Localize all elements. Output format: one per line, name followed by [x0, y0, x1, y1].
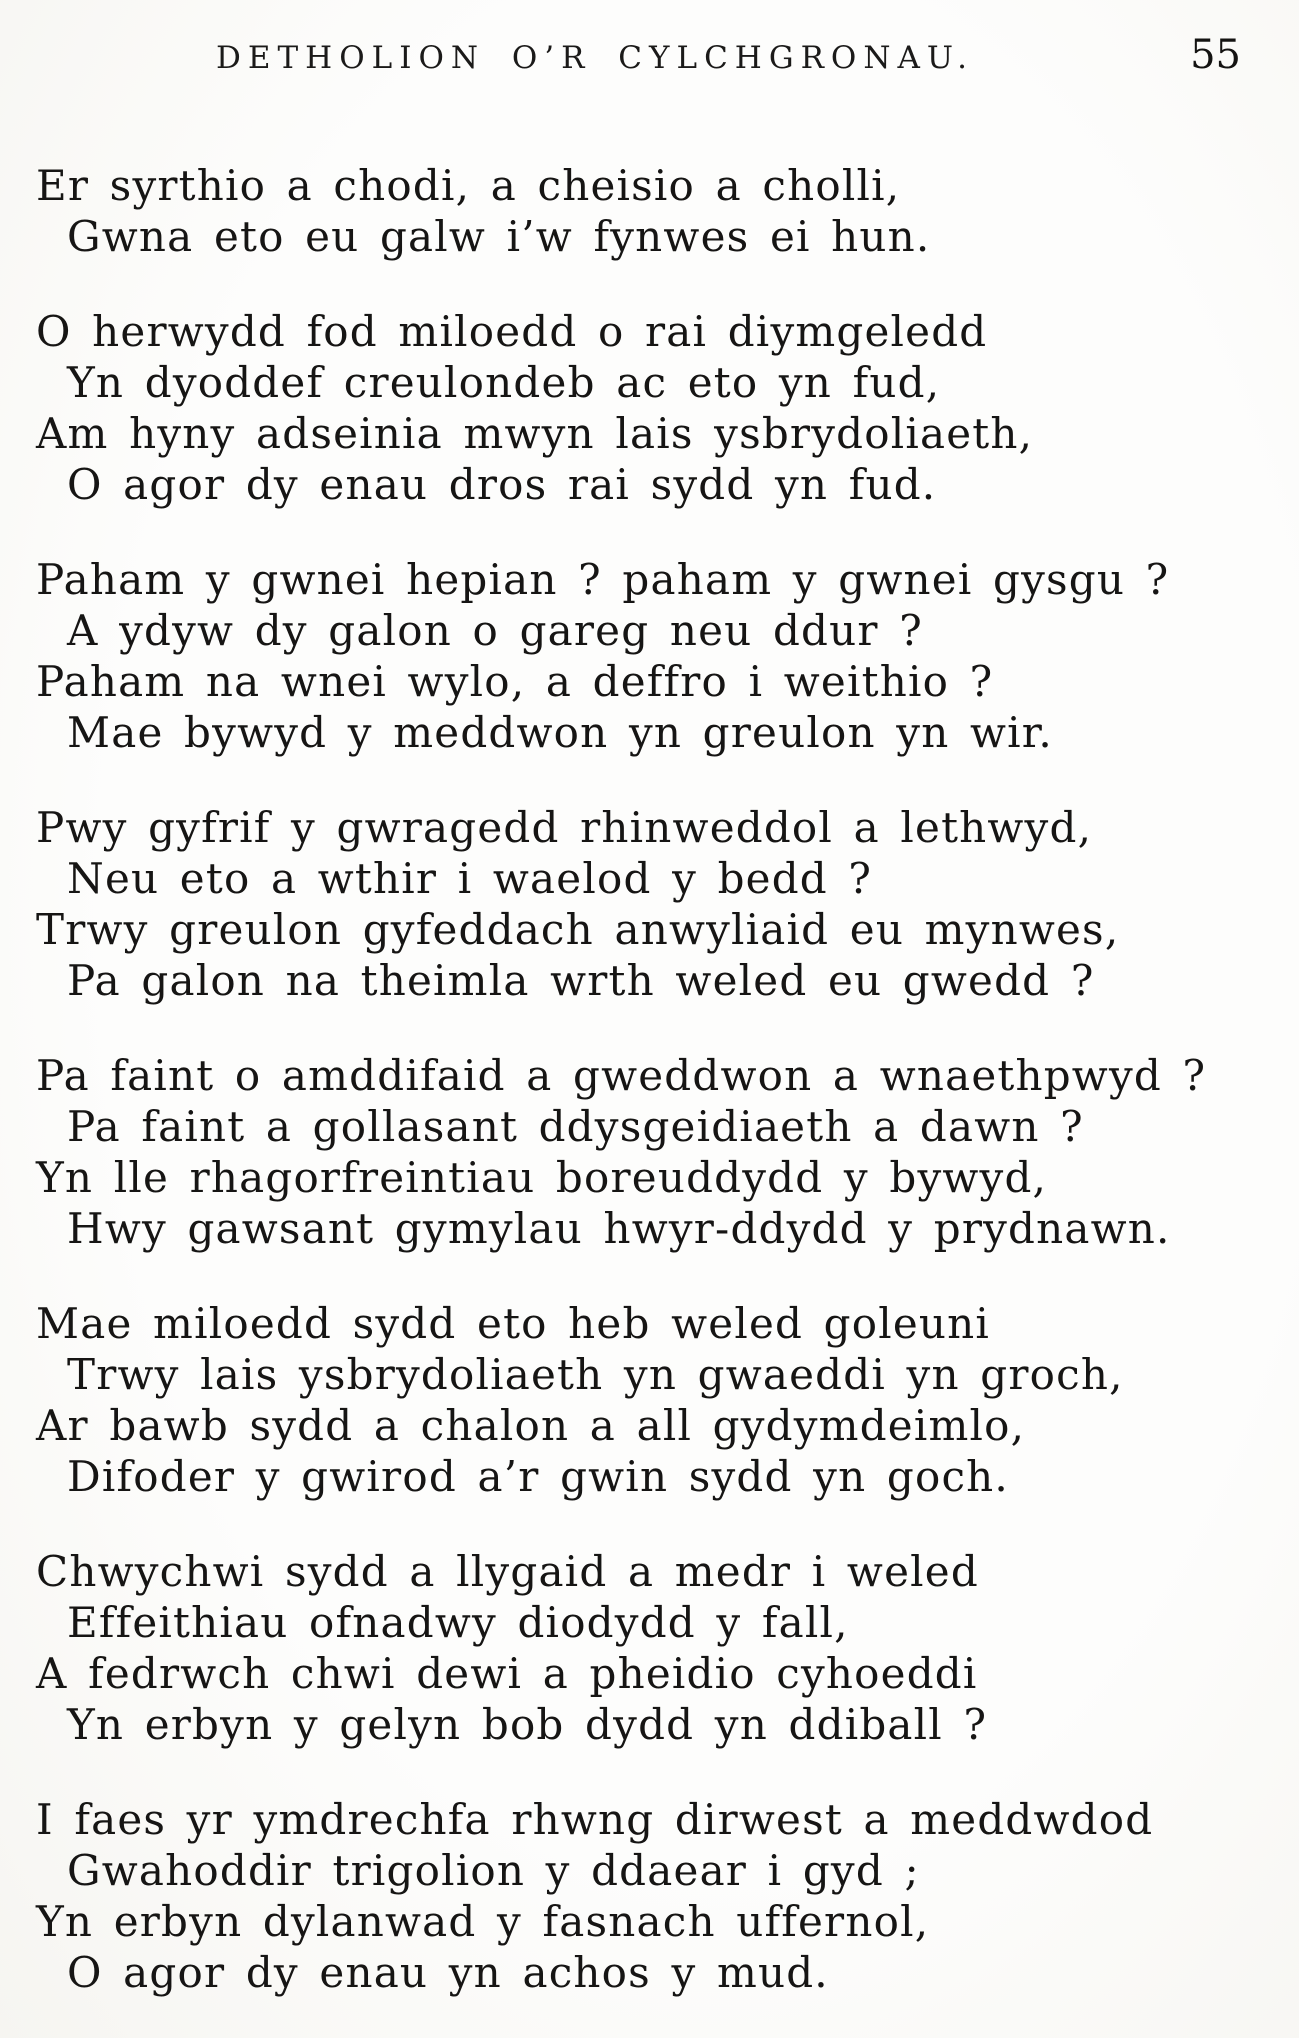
stanza: [36, 160, 1279, 262]
poem-line: Trwy lais ysbrydoliaeth yn gwaeddi yn groch,: [67, 1350, 1124, 1399]
stanza: [36, 554, 1279, 758]
poem-line: Yn lle rhagorfreintiau boreuddydd y bywyd,: [36, 1153, 1048, 1202]
poem-line: Effeithiau ofnadwy diodydd y fall,: [67, 1598, 849, 1647]
poem-line: Pwy gyfrif y gwragedd rhinweddol a lethwyd,: [36, 803, 1093, 852]
poem-line: Chwychwi sydd a llygaid a medr i weled: [36, 1547, 979, 1596]
poem-line: I faes yr ymdrechfa rhwng dirwest a meddwdod: [36, 1795, 1154, 1844]
poem-line: O agor dy enau yn achos y mud.: [67, 1948, 829, 1997]
poem-line: Pa galon na theimla wrth weled eu gwedd ?: [67, 956, 1095, 1005]
poem-line: A fedrwch chwi dewi a pheidio cyhoeddi: [36, 1649, 978, 1698]
poem-line: Pa faint o amddifaid a gweddwon a wnaethpwyd ?: [36, 1051, 1207, 1100]
poem-line: Ar bawb sydd a chalon a all gydymdeimlo,: [36, 1401, 1026, 1450]
poem-line: Difoder y gwirod a’r gwin sydd yn goch.: [67, 1452, 1009, 1501]
stanza: [36, 802, 1279, 1006]
running-head-title: DETHOLION O’R CYLCHGRONAU.: [216, 40, 974, 76]
stanza: [36, 1298, 1279, 1502]
poem-line: Am hyny adseinia mwyn lais ysbrydoliaeth,: [36, 409, 1034, 458]
poem-line: Paham na wnei wylo, a deffro i weithio ?: [36, 657, 994, 706]
poem-line: A ydyw dy galon o gareg neu ddur ?: [67, 606, 923, 655]
stanza: [36, 1546, 1279, 1750]
poem: [0, 160, 1299, 1998]
poem-line: Yn erbyn dylanwad y fasnach uffernol,: [36, 1897, 930, 1946]
poem-line: Mae miloedd sydd eto heb weled goleuni: [36, 1299, 991, 1348]
poem-line: Gwna eto eu galw i’w fynwes ei hun.: [67, 212, 931, 261]
poem-line: Yn dyoddef creulondeb ac eto yn fud,: [67, 358, 941, 407]
poem-line: Trwy greulon gyfeddach anwyliaid eu mynwes,: [36, 905, 1120, 954]
poem-line: Pa faint a gollasant ddysgeidiaeth a dawn ?: [67, 1102, 1084, 1151]
page-header: [0, 32, 1299, 86]
poem-line: Neu eto a wthir i waelod y bedd ?: [67, 854, 873, 903]
stanza: [36, 306, 1279, 510]
page-number: 55: [1190, 32, 1241, 78]
poem-line: Gwahoddir trigolion y ddaear i gyd ;: [67, 1846, 920, 1895]
poem-line: Mae bywyd y meddwon yn greulon yn wir.: [67, 708, 1053, 757]
stanza: [36, 1794, 1279, 1998]
poem-line: Paham y gwnei hepian ? paham y gwnei gysgu ?: [36, 555, 1170, 604]
poem-line: Hwy gawsant gymylau hwyr-ddydd y prydnawn.: [67, 1204, 1171, 1253]
poem-line: Er syrthio a chodi, a cheisio a cholli,: [36, 161, 901, 210]
poem-line: O herwydd fod miloedd o rai diymgeledd: [36, 307, 988, 356]
stanza: [36, 1050, 1279, 1254]
poem-line: Yn erbyn y gelyn bob dydd yn ddiball ?: [67, 1700, 988, 1749]
poem-line: O agor dy enau dros rai sydd yn fud.: [67, 460, 937, 509]
